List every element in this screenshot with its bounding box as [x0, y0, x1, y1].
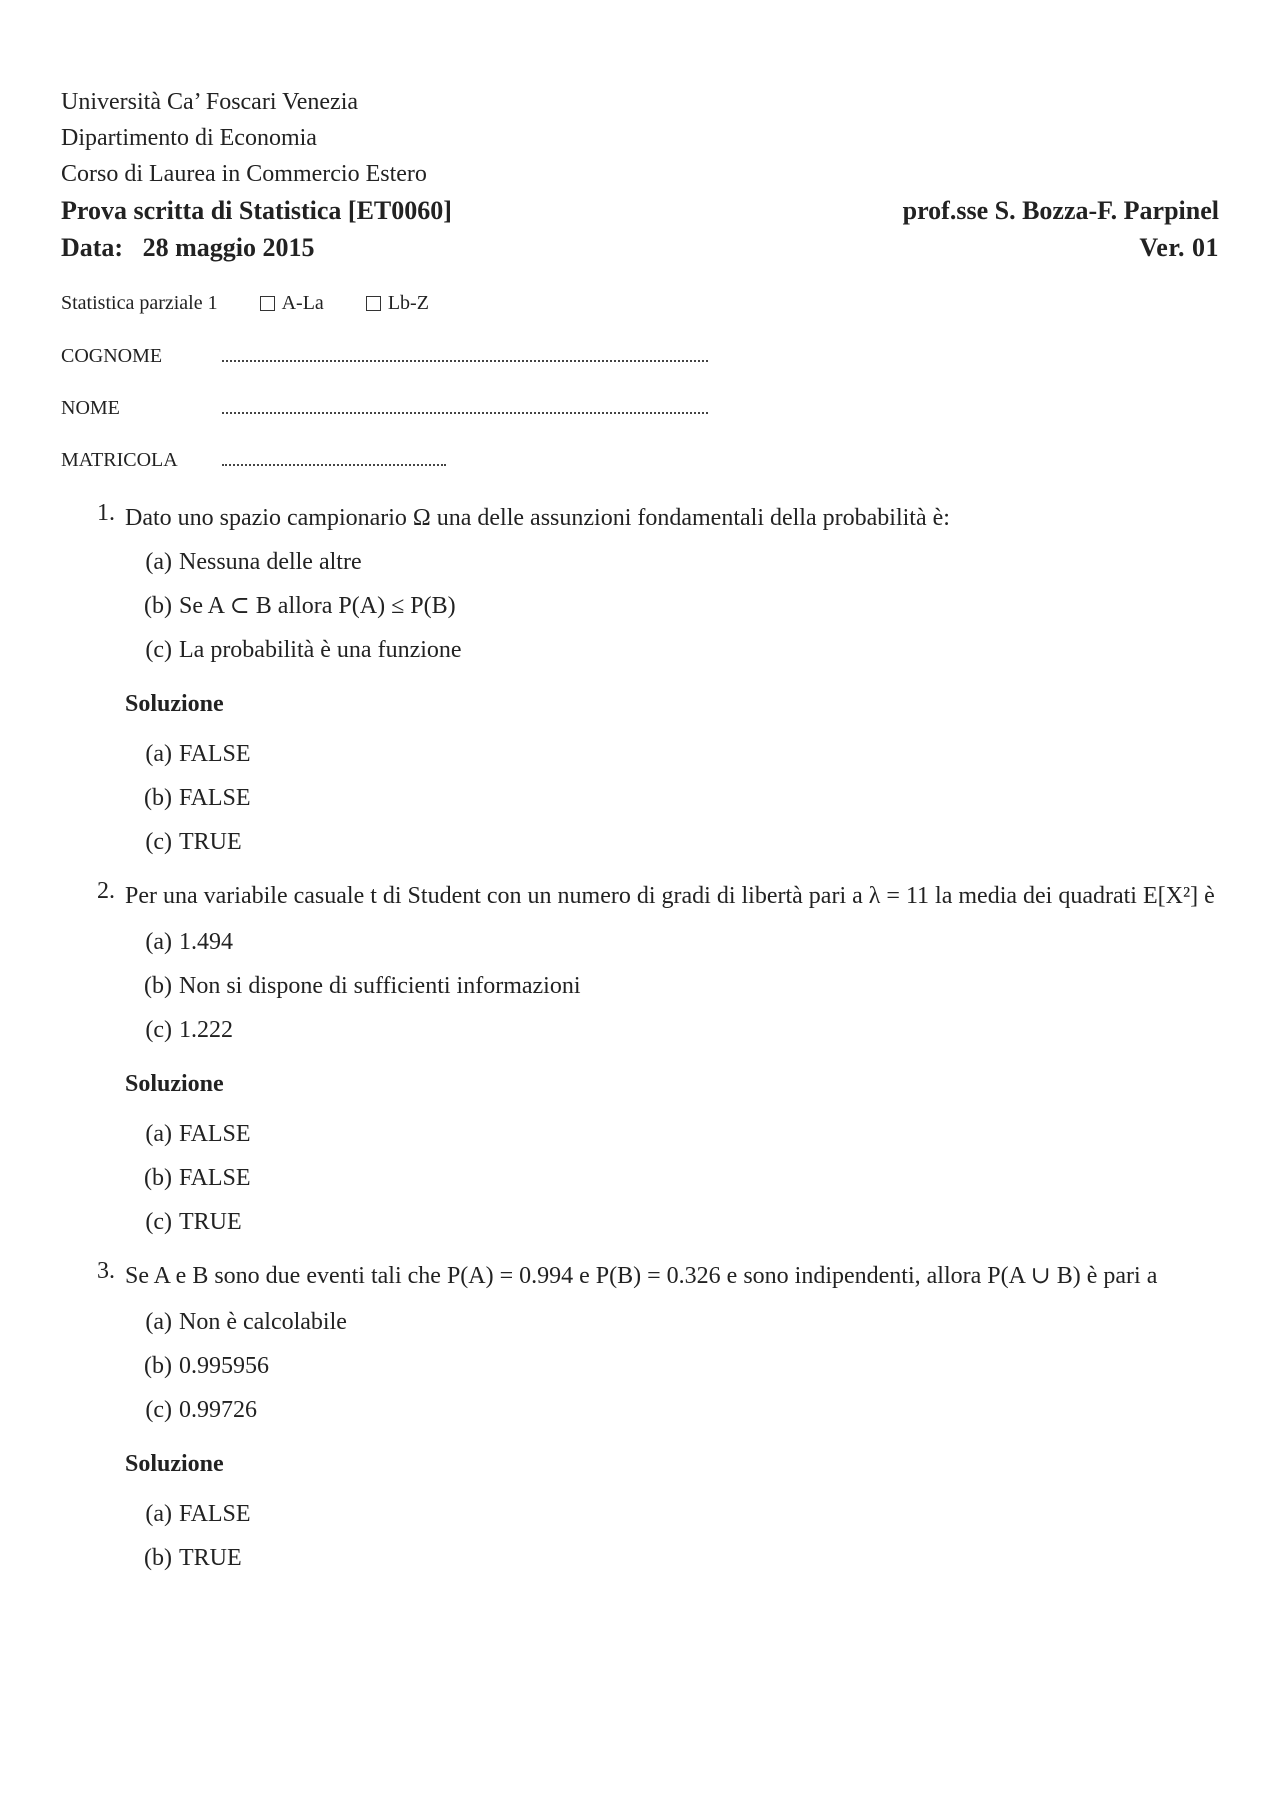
question-text: Per una variabile casuale t di Student con un numero di gradi di libertà pari a λ = 11 la media dei quadrati E[X²] è	[125, 883, 1215, 909]
name-dotted-line[interactable]	[222, 412, 708, 414]
option-text: Se A ⊂ B allora P(A) ≤ P(B)	[179, 593, 456, 619]
surname-dotted-line[interactable]	[222, 360, 708, 362]
question-number: 2.	[97, 878, 115, 904]
option-tag: (b)	[144, 1353, 172, 1379]
solution-heading: Soluzione	[125, 1451, 224, 1477]
question-2	[61, 878, 1219, 1244]
option	[125, 1300, 1219, 1344]
option-text: 0.99726	[179, 1397, 257, 1423]
exam-title: Prova scritta di Statistica [ET0060]	[61, 196, 452, 225]
solution-item	[125, 776, 1219, 820]
solution-tag: (c)	[145, 1209, 172, 1235]
solution-value: TRUE	[179, 1209, 242, 1235]
solution-item	[125, 1536, 1219, 1580]
option	[125, 964, 1219, 1008]
checkbox-label: Lb-Z	[387, 291, 429, 314]
student-id-label: MATRICOLA	[61, 449, 178, 471]
department-name: Dipartimento di Economia	[61, 125, 317, 151]
option-tag: (a)	[145, 1309, 172, 1335]
exam-date	[61, 229, 314, 266]
solution-item	[125, 820, 1219, 864]
surname-label: COGNOME	[61, 345, 163, 367]
partial-label: Statistica parziale 1	[61, 291, 218, 314]
checkbox-label: A-La	[281, 291, 324, 314]
option-tag: (b)	[144, 593, 172, 619]
date-value: 28 maggio 2015	[142, 233, 315, 262]
name-field[interactable]	[61, 392, 1219, 420]
question-number: 3.	[97, 1258, 115, 1284]
student-id-dotted-line[interactable]	[222, 464, 446, 466]
option	[125, 1388, 1219, 1432]
solution-value: FALSE	[179, 741, 251, 767]
solution-value: TRUE	[179, 829, 242, 855]
date-row	[61, 229, 1219, 266]
checkbox-icon[interactable]	[366, 296, 381, 311]
exam-title-row	[61, 192, 1219, 229]
option	[125, 628, 1219, 672]
partial-exam-row	[61, 288, 1219, 318]
solution-tag: (a)	[145, 741, 172, 767]
checkbox-icon[interactable]	[260, 296, 275, 311]
student-id-field[interactable]	[61, 444, 1219, 472]
option	[125, 584, 1219, 628]
solution-tag: (a)	[145, 1501, 172, 1527]
solution-tag: (b)	[144, 785, 172, 811]
solution-value: FALSE	[179, 1121, 251, 1147]
solution-item	[125, 1492, 1219, 1536]
option-text: 1.222	[179, 1017, 233, 1043]
option	[125, 540, 1219, 584]
question-3	[61, 1258, 1219, 1580]
solution-value: TRUE	[179, 1545, 242, 1571]
option-text: Nessuna delle altre	[179, 549, 362, 575]
solution-tag: (b)	[144, 1165, 172, 1191]
solution-value: FALSE	[179, 785, 251, 811]
university-name: Università Ca’ Foscari Venezia	[61, 89, 359, 115]
solution-item	[125, 1156, 1219, 1200]
solution-tag: (c)	[145, 829, 172, 855]
option-tag: (c)	[145, 1017, 172, 1043]
exam-page	[61, 84, 1219, 1580]
solution-item	[125, 1200, 1219, 1244]
option-text: 1.494	[179, 929, 233, 955]
question-text: Se A e B sono due eventi tali che P(A) = 0.994 e P(B) = 0.326 e sono indipendenti, allora P(A ∪ B) è pari a	[125, 1263, 1158, 1289]
option-tag: (c)	[145, 637, 172, 663]
course-name: Corso di Laurea in Commercio Estero	[61, 161, 427, 187]
option-text: Non si dispone di sufficienti informazioni	[179, 973, 581, 999]
option-tag: (a)	[145, 929, 172, 955]
option	[125, 1008, 1219, 1052]
solution-item	[125, 732, 1219, 776]
solution-tag: (a)	[145, 1121, 172, 1147]
option-text: Non è calcolabile	[179, 1309, 347, 1335]
option-tag: (b)	[144, 973, 172, 999]
question-1	[61, 500, 1219, 864]
option	[125, 1344, 1219, 1388]
version: Ver. 01	[1139, 233, 1219, 262]
professors: prof.sse S. Bozza-F. Parpinel	[902, 196, 1219, 225]
surname-field[interactable]	[61, 340, 1219, 368]
name-label: NOME	[61, 397, 120, 419]
solution-tag: (b)	[144, 1545, 172, 1571]
solution-heading: Soluzione	[125, 1071, 224, 1097]
checkbox-option-a-la[interactable]	[260, 292, 324, 315]
student-fields	[61, 340, 1219, 472]
solution-value: FALSE	[179, 1501, 251, 1527]
date-label: Data:	[61, 233, 124, 262]
option	[125, 920, 1219, 964]
solution-value: FALSE	[179, 1165, 251, 1191]
checkbox-option-lb-z[interactable]	[366, 292, 429, 315]
question-text: Dato uno spazio campionario Ω una delle assunzioni fondamentali della probabilità è:	[125, 505, 950, 531]
solution-item	[125, 1112, 1219, 1156]
option-text: 0.995956	[179, 1353, 269, 1379]
option-tag: (a)	[145, 549, 172, 575]
option-tag: (c)	[145, 1397, 172, 1423]
question-number: 1.	[97, 500, 115, 526]
solution-heading: Soluzione	[125, 691, 224, 717]
option-text: La probabilità è una funzione	[179, 637, 462, 663]
